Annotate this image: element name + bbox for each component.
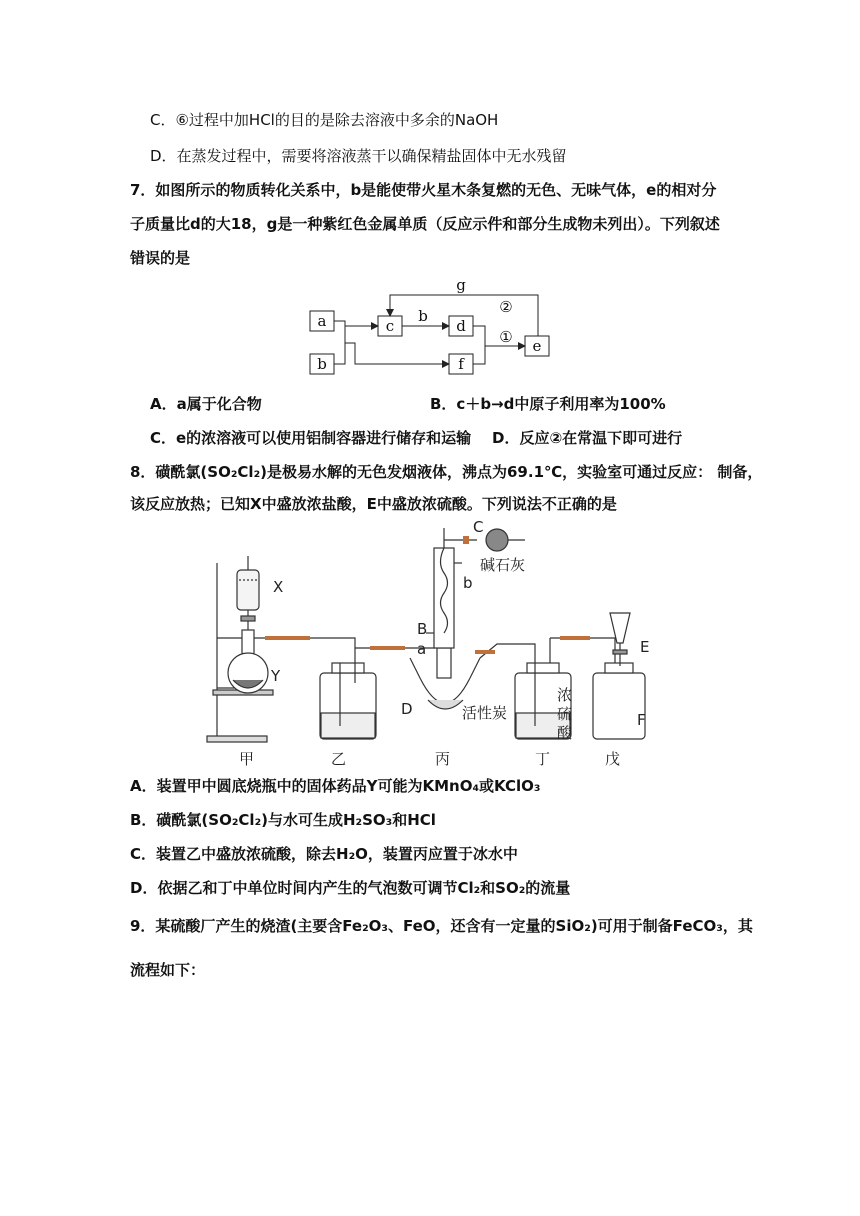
reaction-1-label: ① xyxy=(499,328,513,346)
label-b: b xyxy=(463,574,473,592)
q6-option-d: D．在蒸发过程中，需要将溶液蒸干以确保精盐固体中无水残留 xyxy=(150,147,567,165)
q7-stem-line2: 子质量比d的大18，g是一种紫红色金属单质（反应示件和部分生成物未列出）。下列叙述 xyxy=(130,215,720,233)
label-acid-1: 浓 xyxy=(557,686,573,704)
q7-option-a: A．a属于化合物 xyxy=(150,395,262,413)
q7-option-c: C．e的浓溶液可以使用铝制容器进行储存和运输 xyxy=(150,429,472,447)
label-F: F xyxy=(637,711,646,729)
label-Y: Y xyxy=(271,667,281,685)
label-yi: 乙 xyxy=(331,750,347,768)
q7-option-d: D．反应②在常温下即可进行 xyxy=(492,429,683,447)
q7-conversion-diagram xyxy=(300,276,575,380)
label-acid-2: 硫 xyxy=(557,705,573,723)
label-bing: 丙 xyxy=(435,750,451,768)
label-C: C xyxy=(473,518,484,536)
node-c-label: c xyxy=(385,317,395,335)
q8-option-c: C．装置乙中盛放浓硫酸，除去H₂O，装置丙应置于冰水中 xyxy=(130,845,518,863)
label-a: a xyxy=(417,640,427,658)
q7-option-b: B．c＋b→d中原子利用率为100% xyxy=(430,395,666,413)
arrow-g-label: g xyxy=(456,276,466,294)
label-B: B xyxy=(417,620,428,638)
q8-apparatus-diagram xyxy=(205,518,665,773)
label-E: E xyxy=(640,638,650,656)
label-D: D xyxy=(401,700,413,718)
q7-stem-line3: 错误的是 xyxy=(130,249,191,267)
q8-option-b: B．磺酰氯(SO₂Cl₂)与水可生成H₂SO₃和HCl xyxy=(130,811,436,829)
q8-option-d: D．依据乙和丁中单位时间内产生的气泡数可调节Cl₂和SO₂的流量 xyxy=(130,879,571,897)
label-jia: 甲 xyxy=(239,750,255,768)
label-wu: 戊 xyxy=(605,750,621,768)
label-carbon: 活性炭 xyxy=(462,704,508,722)
label-soda-lime: 碱石灰 xyxy=(480,556,526,574)
q8-stem-line1: 8．磺酰氯(SO₂Cl₂)是极易水解的无色发烟液体，沸点为69.1℃，实验室可通过反应： 制备， xyxy=(130,463,763,481)
q7-stem-line1: 7．如图所示的物质转化关系中，b是能使带火星木条复燃的无色、无味气体，e的相对分 xyxy=(130,181,717,199)
q9-stem-line2: 流程如下： xyxy=(130,961,206,979)
node-f-label: f xyxy=(458,355,464,373)
node-e-label: e xyxy=(532,337,542,355)
label-acid-3: 酸 xyxy=(557,724,573,742)
label-ding: 丁 xyxy=(535,750,551,768)
q6-option-c: C．⑥过程中加HCl的目的是除去溶液中多余的NaOH xyxy=(150,111,499,129)
q8-stem-line2: 该反应放热；已知X中盛放浓盐酸，E中盛放浓硫酸。下列说法不正确的是 xyxy=(130,495,617,513)
node-a-label: a xyxy=(317,312,327,330)
arrow-b-label: b xyxy=(418,307,428,325)
node-d-label: d xyxy=(456,317,466,335)
q9-stem-line1: 9．某硫酸厂产生的烧渣(主要含Fe₂O₃、FeO，还含有一定量的SiO₂)可用于制备FeCO₃，其 xyxy=(130,917,753,935)
q8-option-a: A．装置甲中圆底烧瓶中的固体药品Y可能为KMnO₄或KClO₃ xyxy=(130,777,541,795)
label-X: X xyxy=(273,578,284,596)
reaction-2-label: ② xyxy=(499,298,513,316)
node-b-label: b xyxy=(317,355,327,373)
